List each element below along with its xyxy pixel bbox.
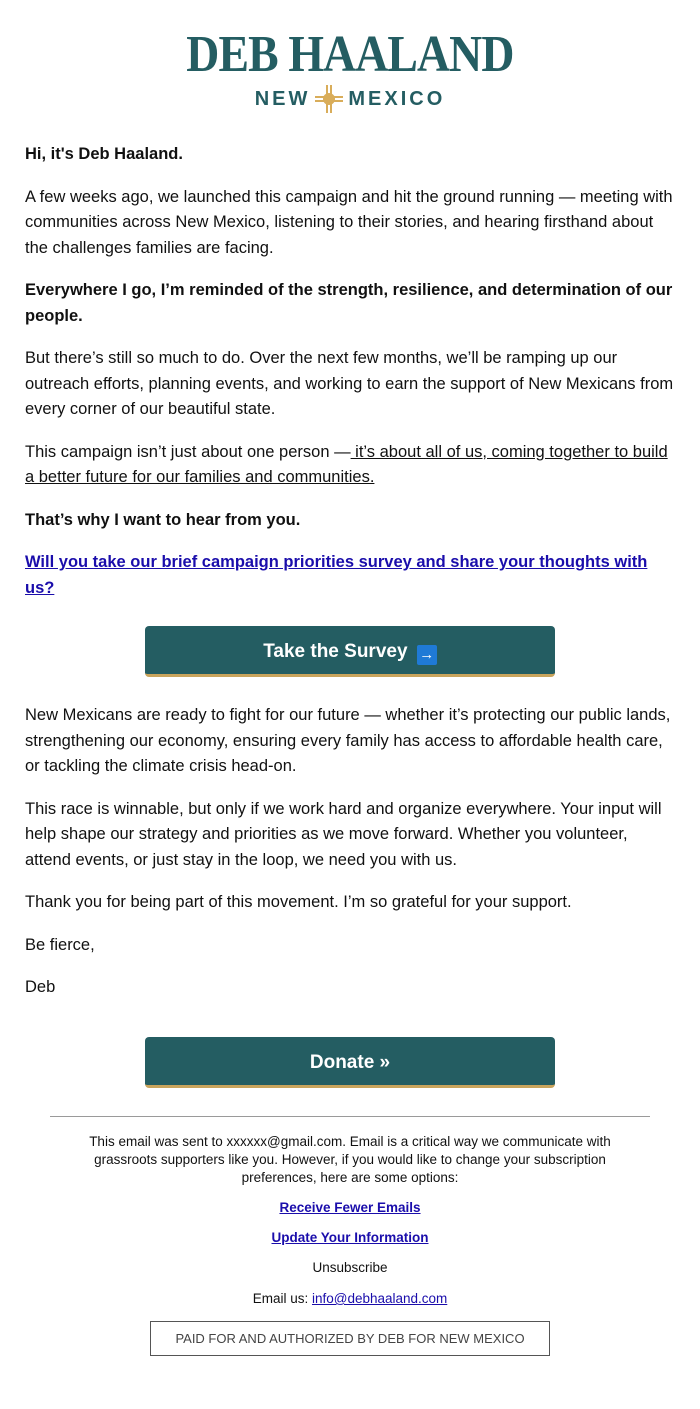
donate-button-wrap xyxy=(25,1037,675,1088)
campaign-logo xyxy=(0,26,700,114)
paid-for-disclaimer: PAID FOR AND AUTHORIZED BY DEB FOR NEW MEXICO xyxy=(150,1321,550,1356)
footer-note: This email was sent to xxxxxx@gmail.com. Email is a critical way we communicate with grassroots supporters like you. However, if you would like to change your subscription preferences, here are some options: xyxy=(89,1134,611,1185)
paragraph-hear-from-you: That’s why I want to hear from you. xyxy=(25,510,301,529)
zia-sun-icon xyxy=(314,84,344,114)
paragraph-strength: Everywhere I go, I’m reminded of the strength, resilience, and determination of our people. xyxy=(25,281,673,325)
logo-sub-left: NEW xyxy=(254,87,311,110)
signoff: Be fierce, xyxy=(25,935,95,954)
contact-email-link[interactable]: info@debhaaland.com xyxy=(311,1291,448,1306)
survey-link[interactable]: Will you take our brief campaign priorities survey and share your thoughts with us? xyxy=(25,553,648,597)
donate-button[interactable]: Donate » xyxy=(145,1037,555,1088)
logo-sub-right: MEXICO xyxy=(348,87,446,110)
arrow-right-icon: → xyxy=(417,645,437,665)
take-survey-button[interactable] xyxy=(145,626,555,677)
take-survey-label: Take the Survey xyxy=(263,641,408,662)
survey-button-wrap xyxy=(25,626,675,677)
logo-subtitle xyxy=(0,84,700,114)
paragraph-outreach: But there’s still so much to do. Over the next few months, we’ll be ramping up our outreach efforts, planning events, and working to earn the support of New Mexicans from every corner of our beautiful state. xyxy=(25,349,674,418)
email-footer xyxy=(50,1116,650,1356)
greeting: Hi, it's Deb Haaland. xyxy=(25,145,183,163)
paragraph-future: New Mexicans are ready to fight for our future — whether it’s protecting our public lands, strengthening our economy, ensuring every family has access to affordable health care, or tackling the climate crisis head-on. xyxy=(25,706,671,775)
paragraph-winnable: This race is winnable, but only if we work hard and organize everywhere. Your input will help shape our strategy and priorities as we move forward. Whether you volunteer, attend events, or just stay in the loop, we need you with us. xyxy=(25,799,662,869)
unsubscribe-link[interactable]: Unsubscribe xyxy=(312,1260,388,1275)
survey-paragraph xyxy=(25,550,675,601)
paragraph-launch: A few weeks ago, we launched this campaign and hit the ground running — meeting with communities across New Mexico, listening to their stories, and hearing firsthand about the challenges families are facing. xyxy=(25,187,673,257)
paragraph-thanks: Thank you for being part of this movement. I’m so grateful for your support. xyxy=(25,893,572,911)
paragraph-campaign xyxy=(25,440,675,491)
logo-name: DEB HAALAND xyxy=(186,26,514,83)
paragraph-campaign-underlined: it’s about all of us, coming together to build a better future for our families and communities. xyxy=(25,442,668,486)
receive-fewer-emails-link[interactable]: Receive Fewer Emails xyxy=(279,1200,421,1215)
signature: Deb xyxy=(25,978,56,996)
email-us-label: Email us: xyxy=(252,1291,312,1306)
update-information-link[interactable]: Update Your Information xyxy=(271,1230,429,1245)
paragraph-campaign-start: This campaign isn’t just about one person — xyxy=(25,442,351,461)
email-body xyxy=(25,142,675,1088)
